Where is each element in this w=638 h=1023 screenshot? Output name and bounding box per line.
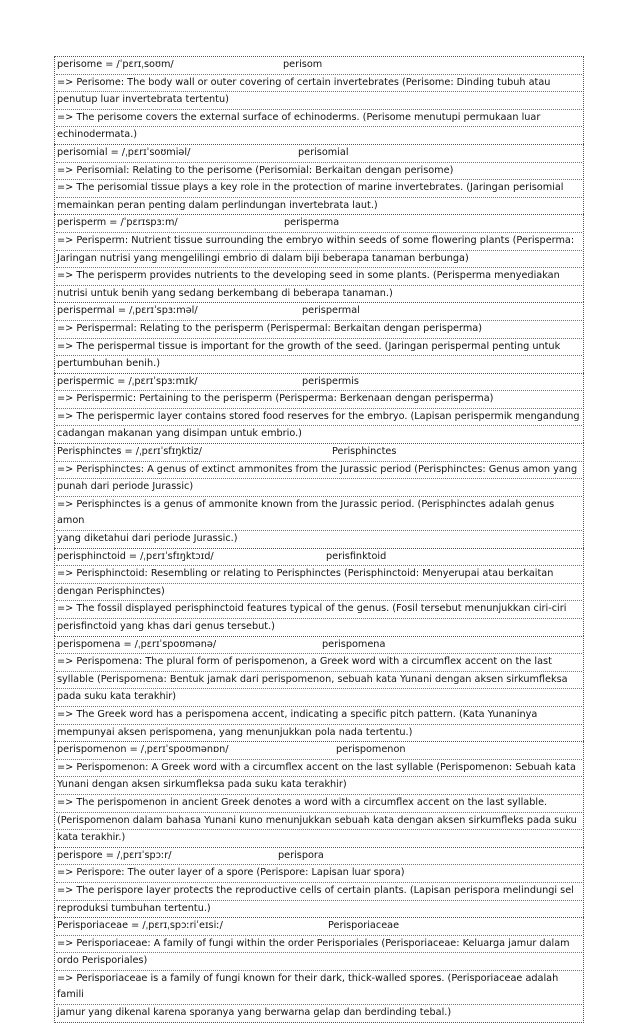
definition-line: => Perispermic: Pertaining to the perisperm (Perisperma: Berkenaan dengan perisperma) <box>56 391 582 409</box>
dictionary-entry <box>54 847 584 917</box>
headword-translation: Perisporiaceae <box>328 920 400 932</box>
entry-headword <box>56 848 582 866</box>
definition-line: punah dari periode Jurassic) <box>56 479 582 497</box>
definition-line: => Perispore: The outer layer of a spore (Perispore: Lapisan luar spora) <box>56 865 582 883</box>
entry-headword <box>56 374 582 392</box>
headword-pronunciation: perisperm = /ˈpɛrɪspɜːm/ <box>57 217 178 229</box>
definition-line: => Perisporiaceae is a family of fungi known for their dark, thick-walled spores. (Perisporiaceae adalah famili <box>56 971 582 1005</box>
definition-line: => Perisome: The body wall or outer covering of certain invertebrates (Perisome: Dinding tubuh atau <box>56 75 582 93</box>
definition-line: => Perisomial: Relating to the perisome (Perisomial: Berkaitan dengan perisome) <box>56 163 582 181</box>
headword-pronunciation: perisome = /ˈpɛrɪˌsoʊm/ <box>57 59 174 70</box>
headword-translation: Perisphinctes <box>332 446 397 458</box>
dictionary-entry <box>54 548 584 636</box>
definition-line: => The perisomial tissue plays a key role in the protection of marine invertebrates. (Jaringan perisomial <box>56 180 582 198</box>
definition-line: cadangan makanan yang disimpan untuk embrio.) <box>57 428 302 440</box>
dictionary-entry <box>54 373 584 443</box>
entry-headword <box>56 549 582 567</box>
definition-line: => The perisome covers the external surface of echinoderms. (Perisome menutupi permukaan luar <box>56 110 582 128</box>
headword-translation: perispermal <box>302 305 360 317</box>
definition-line: => Perisphinctes: A genus of extinct ammonites from the Jurassic period (Perisphinctes: Genus amon yang <box>56 462 582 480</box>
entry-headword <box>56 215 582 233</box>
dictionary-entry <box>54 443 584 548</box>
definition-line: => The perispomenon in ancient Greek denotes a word with a circumflex accent on the last syllable. <box>56 795 582 813</box>
headword-translation: perisom <box>283 59 323 70</box>
headword-pronunciation: perispomenon = /ˌpɛrɪˈspoʊmənɒn/ <box>57 744 229 756</box>
dictionary-entry <box>54 741 584 847</box>
definition-line: Yunani dengan aksen sirkumfleksa pada suku kata terakhir) <box>56 777 582 795</box>
entry-headword <box>56 57 582 75</box>
definition-line: reproduksi tumbuhan tertentu.) <box>57 902 211 914</box>
headword-translation: perisfinktoid <box>326 550 387 562</box>
headword-translation: perispermis <box>302 375 359 387</box>
entry-headword <box>56 918 582 936</box>
headword-translation: perisperma <box>284 217 340 229</box>
definition-line: => The fossil displayed perisphinctoid features typical of the genus. (Fosil tersebut menunjukkan ciri-ciri <box>56 601 582 619</box>
headword-pronunciation: perisomial = /ˌpɛrɪˈsoʊmiəl/ <box>57 146 191 158</box>
dictionary-page <box>54 56 584 1023</box>
definition-line: Jaringan nutrisi yang mengelilingi embrio di dalam biji beberapa tanaman berbunga) <box>56 251 582 269</box>
definition-line: yang diketahui dari periode Jurassic.) <box>57 533 238 545</box>
definition-line: memainkan peran penting dalam perlindungan invertebrata laut.) <box>57 199 378 211</box>
dictionary-entry <box>54 302 584 372</box>
entry-headword <box>56 637 582 655</box>
definition-line: => Perisperm: Nutrient tissue surrounding the embryo within seeds of some flowering plants (Perisperma: <box>56 233 582 251</box>
dictionary-entry <box>54 56 584 144</box>
entry-headword <box>56 444 582 462</box>
dictionary-entry <box>54 917 584 1023</box>
definition-line: pertumbuhan benih.) <box>57 358 160 370</box>
entry-headword <box>56 303 582 321</box>
headword-translation: perispora <box>278 849 324 861</box>
headword-translation: perispomenon <box>336 744 406 756</box>
definition-line: => Perispomena: The plural form of perispomenon, a Greek word with a circumflex accent on the last <box>56 654 582 672</box>
headword-pronunciation: perispermic = /ˌpɛrɪˈspɜːmɪk/ <box>57 375 198 387</box>
definition-line: => The Greek word has a perispomena accent, indicating a specific pitch pattern. (Kata Yunaninya <box>56 707 582 725</box>
definition-line: => Perisphinctes is a genus of ammonite known from the Jurassic period. (Perisphinctes adalah genus amon <box>56 497 582 531</box>
definition-line: ordo Perisporiales) <box>56 953 582 971</box>
headword-pronunciation: perispermal = /ˌpɛrɪˈspɜːməl/ <box>57 305 198 317</box>
definition-line: penutup luar invertebrata tertentu) <box>56 92 582 110</box>
headword-pronunciation: Perisphinctes = /ˌpɛrɪˈsfɪŋktiz/ <box>57 446 202 458</box>
definition-line: perisfinctoid yang khas dari genus tersebut.) <box>57 621 275 632</box>
definition-line: => The perispermic layer contains stored food reserves for the embryo. (Lapisan perispermik mengandung <box>56 409 582 427</box>
definition-line: nutrisi untuk benih yang sedang berkembang di beberapa tanaman.) <box>57 287 393 299</box>
definition-line: syllable (Perispomena: Bentuk jamak dari perispomenon, sebuah kata Yunani dengan aksen sirkumfleksa <box>56 672 582 690</box>
definition-line: (Perispomenon dalam bahasa Yunani kuno menunjukkan sebuah kata dengan aksen sirkumfleks pada suku <box>56 813 582 831</box>
dictionary-entry <box>54 214 584 302</box>
dictionary-entry <box>54 636 584 742</box>
entry-headword <box>56 742 582 760</box>
dictionary-entry <box>54 144 584 214</box>
headword-translation: perisomial <box>298 146 349 158</box>
definition-line: jamur yang dikenal karena sporanya yang berwarna gelap dan berdinding tebal.) <box>57 1007 452 1019</box>
definition-line: kata terakhir.) <box>57 832 126 844</box>
definition-line: echinodermata.) <box>57 129 138 141</box>
definition-line: => The perisperm provides nutrients to the developing seed in some plants. (Perisperma menyediakan <box>56 268 582 286</box>
definition-line: pada suku kata terakhir) <box>56 689 582 707</box>
definition-line: => Perispermal: Relating to the perisperm (Perispermal: Berkaitan dengan perisperma) <box>56 321 582 339</box>
entry-headword <box>56 145 582 163</box>
definition-line: => Perispomenon: A Greek word with a circumflex accent on the last syllable (Perispomenon: Sebuah kata <box>56 760 582 778</box>
headword-pronunciation: Perisporiaceae = /ˌpɛrɪˌspɔːriˈeɪsiː/ <box>57 920 223 932</box>
headword-pronunciation: perisphinctoid = /ˌpɛrɪˈsfɪŋktɔɪd/ <box>57 550 214 562</box>
definition-line: => The perispore layer protects the reproductive cells of certain plants. (Lapisan perispora melindungi sel <box>56 883 582 901</box>
headword-pronunciation: perispore = /ˌpɛrɪˈspɔːr/ <box>57 849 172 861</box>
headword-pronunciation: perispomena = /ˌpɛrɪˈspoʊmənə/ <box>57 638 217 650</box>
definition-line: => Perisporiaceae: A family of fungi within the order Perisporiales (Perisporiaceae: Keluarga jamur dalam <box>56 936 582 954</box>
headword-translation: perispomena <box>322 638 386 650</box>
definition-line: => Perisphinctoid: Resembling or relating to Perisphinctes (Perisphinctoid: Menyerupai atau berkaitan <box>56 566 582 584</box>
definition-line: mempunyai aksen perispomena, yang menunjukkan pola nada tertentu.) <box>57 726 413 738</box>
definition-line: dengan Perisphinctes) <box>56 584 582 602</box>
definition-line: => The perispermal tissue is important for the growth of the seed. (Jaringan perispermal penting untuk <box>56 339 582 357</box>
